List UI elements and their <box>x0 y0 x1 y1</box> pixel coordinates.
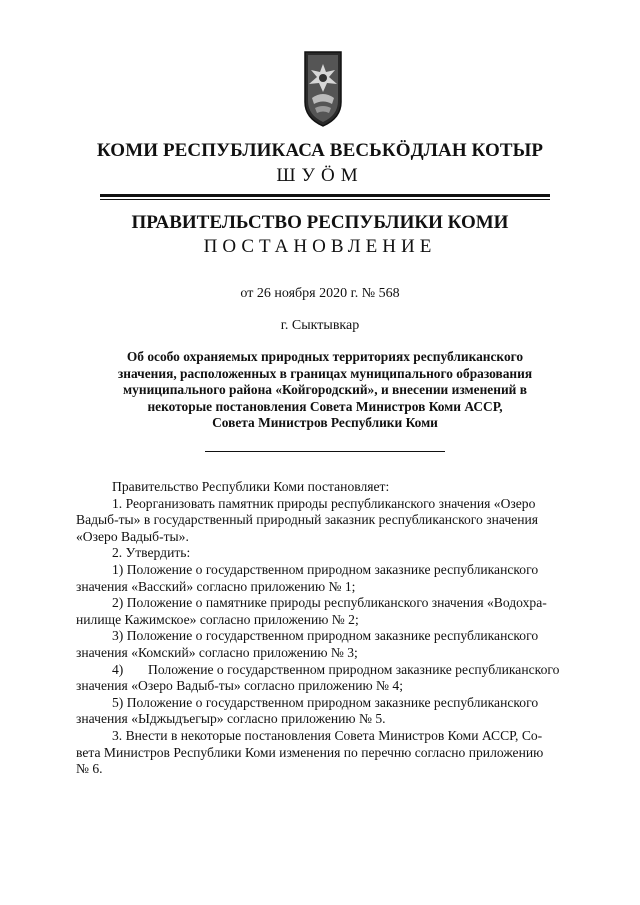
subject-divider <box>205 451 445 452</box>
document-type: ПОСТАНОВЛЕНИЕ <box>203 236 437 257</box>
list-item-text: Положение о государственном природном заказнике республиканского <box>148 661 560 677</box>
paragraph-line: Вадыб-ты» в государственный природный заказник республиканского значения <box>76 512 539 528</box>
list-item-2: 2) Положение о памятнике природы республиканского значения «Водохра- <box>112 595 547 611</box>
paragraph-2: 2. Утвердить: <box>112 545 191 561</box>
intro-paragraph: Правительство Республики Коми постановляет: <box>112 479 390 494</box>
subject-line: Об особо охраняемых природных территориях республиканского <box>126 349 524 364</box>
paragraph-line: «Озеро Вадыб-ты». <box>76 528 189 544</box>
paragraph-3: 3. Внести в некоторые постановления Совета Министров Коми АССР, Со- <box>112 727 543 743</box>
government-title: ПРАВИТЕЛЬСТВО РЕСПУБЛИКИ КОМИ <box>131 212 509 233</box>
list-item-5: 5) Положение о государственном природном заказнике республиканского <box>112 694 539 710</box>
document-date-number: от 26 ноября 2020 г. № 568 <box>240 286 400 301</box>
subject-line: некоторые постановления Совета Министров Коми АССР, <box>147 398 503 414</box>
list-item-line: значения «Комский» согласно приложению № 3; <box>76 644 358 660</box>
paragraph-1 <box>76 496 604 513</box>
list-item-number: 4) <box>112 661 124 677</box>
list-item-line: значения «Озеро Вадыб-ты» согласно приложению № 4; <box>76 678 403 694</box>
paragraph-line: вета Министров Республики Коми изменения по перечню согласно приложению <box>76 744 544 760</box>
list-item-3: 3) Положение о государственном природном заказнике республиканского <box>112 628 539 644</box>
subject-line: значения, расположенных в границах муниципального образования <box>117 365 533 381</box>
list-item-line: значения «Ыджыдъегыр» согласно приложению № 5. <box>76 711 386 727</box>
list-item-4 <box>76 662 604 679</box>
list-item-line: значения «Васский» согласно приложению № 1; <box>76 578 356 594</box>
document-city: г. Сыктывкар <box>280 318 360 333</box>
komi-government-title: КОМИ РЕСПУБЛИКАСА ВЕСЬКÖДЛАН КОТЫР <box>96 140 544 161</box>
subject-line: Совета Министров Республики Коми <box>212 415 438 430</box>
list-item-1: 1) Положение о государственном природном заказнике республиканского <box>112 561 539 577</box>
paragraph-line: № 6. <box>76 761 103 777</box>
komi-document-type: ШУÖМ <box>276 165 364 186</box>
subject-line: муниципального района «Койгородский», и внесении изменений в <box>123 382 527 397</box>
document-subject <box>80 349 570 432</box>
list-item-line: нилище Кажимское» согласно приложению № 2; <box>76 611 359 627</box>
document-body <box>76 479 604 778</box>
komi-coat-of-arms-icon <box>302 50 344 128</box>
header-divider-thin <box>100 199 550 200</box>
paragraph-line: 1. Реорганизовать памятник природы республиканского значения «Озеро <box>112 495 536 511</box>
header-divider <box>100 194 550 197</box>
